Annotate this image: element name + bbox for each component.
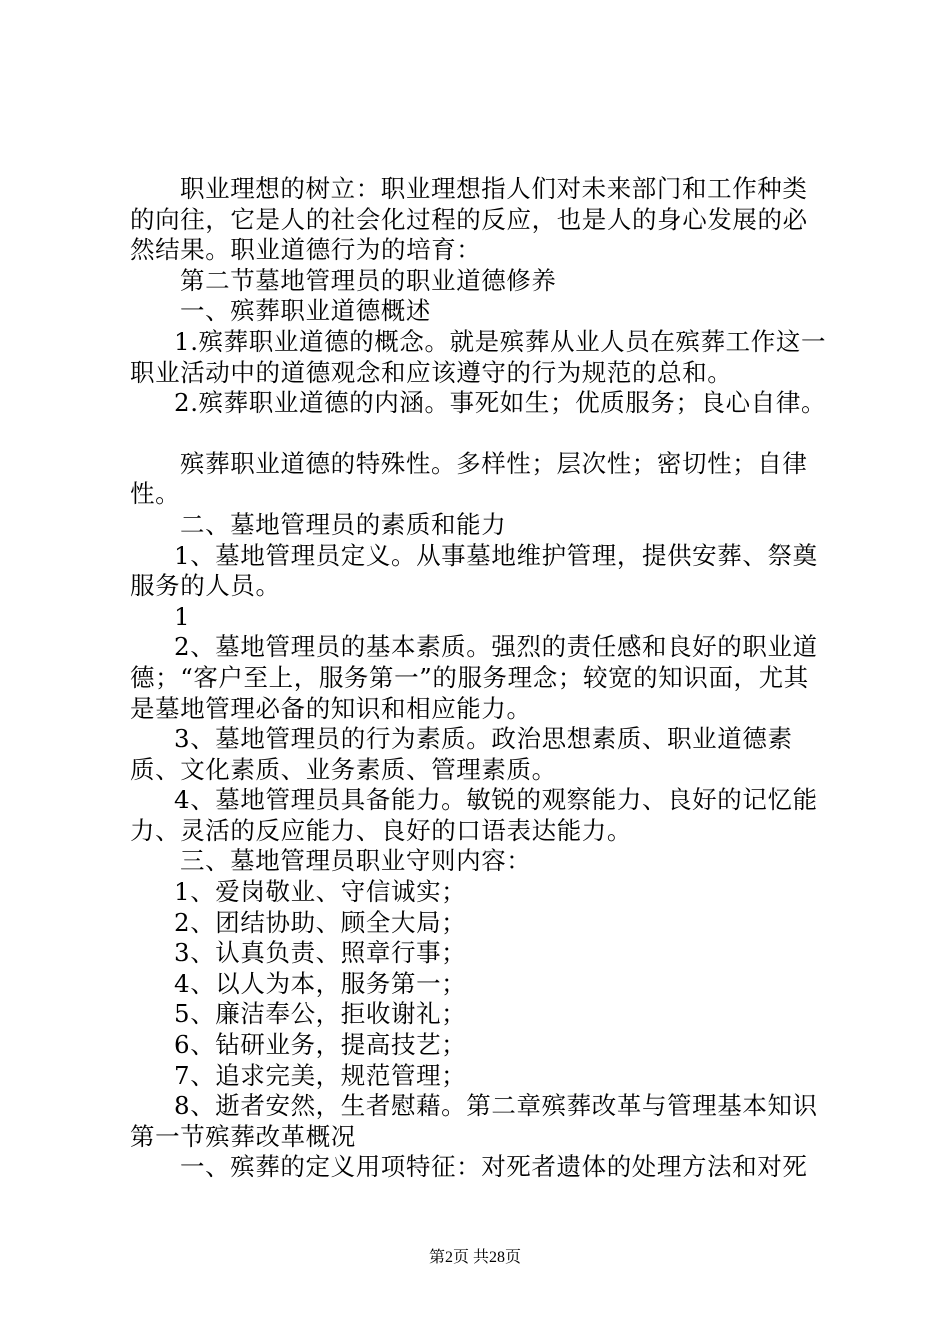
paragraph-connotation: 2.殡葬职业道德的内涵。事死如生；优质服务；良心自律。 (174, 388, 827, 418)
list-item: 4、以人为本，服务第一； (174, 968, 467, 998)
list-item: 2、团结协助、顾全大局； (174, 907, 467, 937)
section-heading: 第二节墓地管理员的职业道德修养 (180, 265, 557, 295)
body-text (130, 174, 830, 1183)
list-item: 7、追求完美，规范管理； (174, 1060, 467, 1090)
list-item: 8、逝者安然，生者慰藉。第二章殡葬改革与管理基本知识第一节殡葬改革概况 (130, 1091, 818, 1151)
subsection-heading: 二、墓地管理员的素质和能力 (180, 509, 507, 539)
list-item: 6、钻研业务，提高技艺； (174, 1030, 467, 1060)
paragraph-abilities: 4、墓地管理员具备能力。敏锐的观察能力、良好的记忆能力、灵活的反应能力、良好的口语表达能力。 (130, 785, 818, 845)
paragraph-basic-quality: 2、墓地管理员的基本素质。强烈的责任感和良好的职业道德；“客户至上，服务第一”的服务理念；较宽的知识面，尤其是墓地管理必备的知识和相应能力。 (130, 632, 818, 723)
paragraph-definition: 1、墓地管理员定义。从事墓地维护管理，提供安葬、祭奠服务的人员。 (130, 540, 818, 601)
blank-line (130, 419, 830, 449)
stray-number: 1 (174, 601, 191, 631)
paragraph-behavior-quality: 3、墓地管理员的行为素质。政治思想素质、职业道德素质、文化素质、业务素质、管理素质。 (130, 724, 793, 784)
paragraph-specialty: 殡葬职业道德的特殊性。多样性；层次性；密切性；自律性。 (130, 448, 808, 509)
list-item: 3、认真负责、照章行事； (174, 938, 467, 968)
page-footer: 第2页 共28页 (428, 1249, 521, 1266)
paragraph-funeral-definition: 一、殡葬的定义用项特征：对死者遗体的处理方法和对死 (180, 1152, 808, 1182)
paragraph-career-ideal: 职业理想的树立：职业理想指人们对未来部门和工作种类的向往，它是人的社会化过程的反应，也是人的身心发展的必然结果。职业道德行为的培育： (130, 174, 808, 265)
list-item: 5、廉洁奉公，拒收谢礼； (174, 999, 467, 1029)
list-item: 1、爱岗敬业、守信诚实； (174, 877, 467, 907)
subsection-heading: 一、殡葬职业道德概述 (180, 296, 431, 326)
paragraph-concept: 1.殡葬职业道德的概念。就是殡葬从业人员在殡葬工作这一职业活动中的道德观念和应该遵守的行为规范的总和。 (130, 326, 827, 387)
subsection-heading: 三、墓地管理员职业守则内容： (180, 846, 532, 876)
